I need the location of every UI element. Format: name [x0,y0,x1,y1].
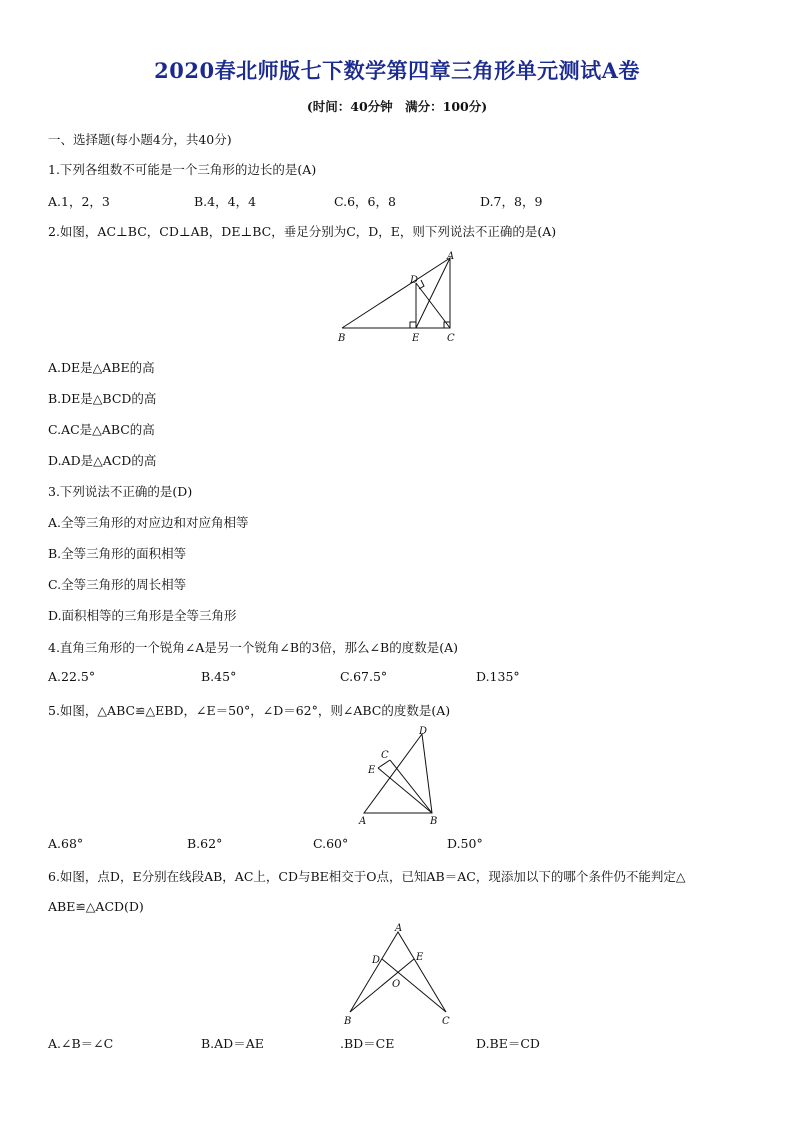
page-title: 2020春北师版七下数学第四章三角形单元测试A卷 [154,58,640,83]
question-2-option-d: D.AD是△ACD的高 [48,453,157,468]
question-2-option-c: C.AC是△ABC的高 [48,422,155,437]
question-3-stem: 3.下列说法不正确的是(D) [48,484,193,499]
question-3-option-a: A.全等三角形的对应边和对应角相等 [48,515,249,530]
label-o: O [392,979,401,990]
question-2-stem: 2.如图，AC⊥BC，CD⊥AB，DE⊥BC，垂足分别为C，D，E，则下列说法不正确的是(A) [48,224,557,239]
question-5-stem: 5.如图，△ABC≌△EBD，∠E＝50°，∠D＝62°，则∠ABC的度数是(A) [48,703,451,718]
question-4-stem: 4.直角三角形的一个锐角∠A是另一个锐角∠B的3倍，那么∠B的度数是(A) [48,640,458,655]
label-c: C [442,1016,450,1027]
question-1-option-c: C.6，6，8 [334,194,396,209]
label-c: C [447,333,455,344]
label-d: D [419,726,428,737]
label-b: B [338,333,346,344]
label-a: A [447,251,455,262]
question-5-option-a: A.68° [48,836,84,851]
page-subtitle: (时间：40分钟 满分：100分) [306,99,488,114]
question-6-stem: 6.如图，点D，E分别在线段AB，AC上，CD与BE相交于O点，已知AB＝AC，现添加以下的哪个条件仍不能判定△ [48,869,686,884]
label-e: E [368,765,376,776]
question-2-option-b: B.DE是△BCD的高 [48,391,157,406]
question-3-option-c: C.全等三角形的周长相等 [48,577,187,592]
question-4-option-b: B.45° [201,669,237,684]
label-a: A [395,923,403,934]
segment-cd [416,283,450,328]
segment-bc [390,760,432,813]
label-b: B [430,816,438,827]
question-4-option-c: C.67.5° [340,669,388,684]
question-5-option-c: C.60° [313,836,349,851]
question-6-option-a: A.∠B＝∠C [48,1036,114,1051]
question-4-option-a: A.22.5° [48,669,96,684]
question-1-option-a: A.1，2，3 [48,194,110,209]
segment-ce [378,760,390,768]
label-b: B [344,1016,352,1027]
question-5-figure [352,724,452,828]
question-3-option-d: D.面积相等的三角形是全等三角形 [48,608,237,623]
label-d: D [372,955,381,966]
triangle-abc [342,258,450,328]
question-1-option-d: D.7，8，9 [480,194,543,209]
label-e: E [416,952,424,963]
label-e: E [412,333,420,344]
question-6-figure [336,920,462,1030]
question-5-option-b: B.62° [187,836,223,851]
question-4-option-d: D.135° [476,669,520,684]
question-6-stem-continued: ABE≌△ACD(D) [48,899,144,914]
section-heading: 一、选择题(每小题4分，共40分) [48,132,232,147]
question-6-option-c: .BD＝CE [340,1036,395,1051]
question-1-option-b: B.4，4，4 [194,194,257,209]
question-3-option-b: B.全等三角形的面积相等 [48,546,187,561]
question-1-stem: 1.下列各组数不可能是一个三角形的边长的是(A) [48,162,317,177]
question-2-figure [330,248,470,344]
label-c: C [381,750,389,761]
right-angle-mark-e [410,322,416,328]
segment-be [350,959,414,1012]
question-5-option-d: D.50° [447,836,483,851]
label-d: D [410,275,419,286]
question-6-option-b: B.AD＝AE [201,1036,264,1051]
question-2-option-a: A.DE是△ABE的高 [48,360,155,375]
segment-eb [378,768,432,813]
label-a: A [359,816,367,827]
question-6-option-d: D.BE＝CD [476,1036,540,1051]
